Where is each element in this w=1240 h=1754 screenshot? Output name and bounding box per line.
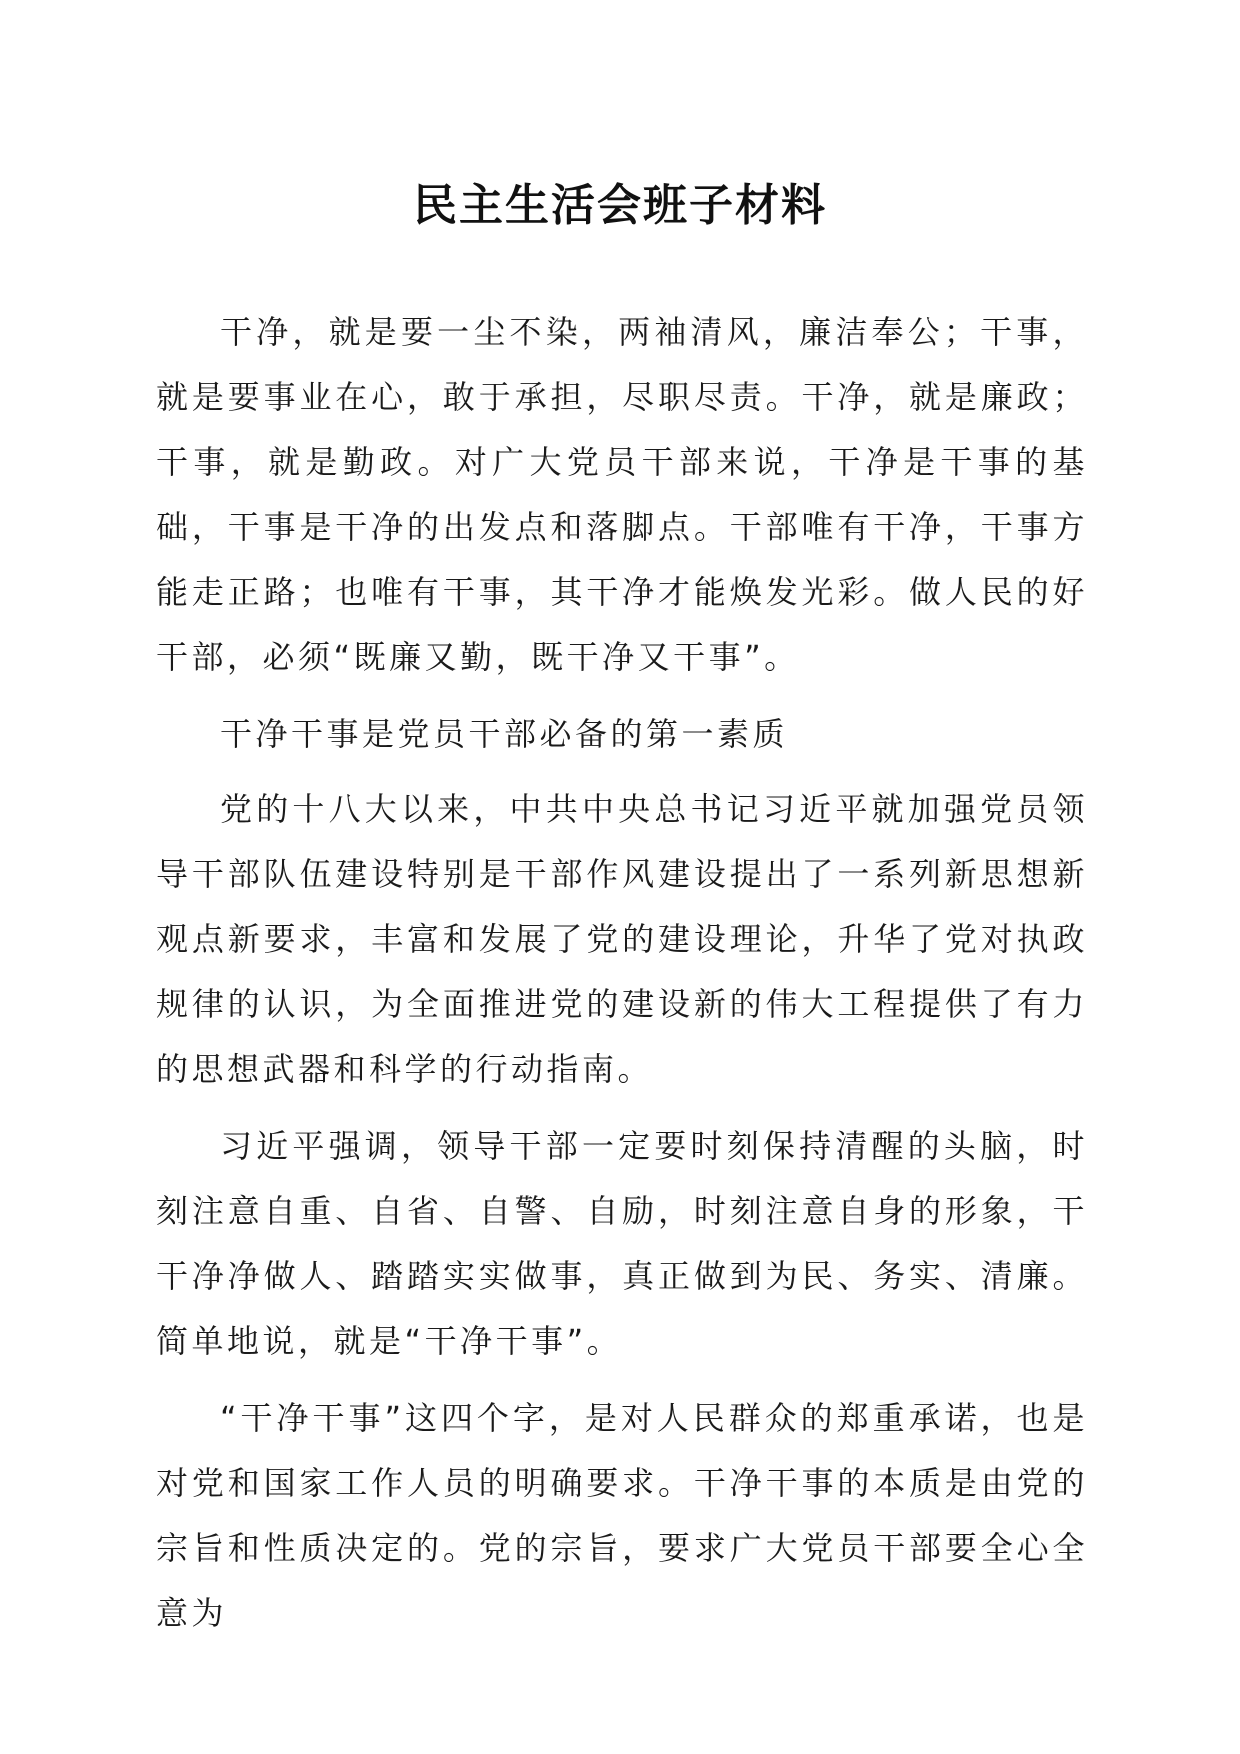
document-body — [156, 300, 1088, 1646]
paragraph-four-characters: “干净干事”这四个字，是对人民群众的郑重承诺，也是对党和国家工作人员的明确要求。干净干事的本质是由党的宗旨和性质决定的。党的宗旨，要求广大党员干部要全心全意为 — [156, 1399, 1088, 1632]
paragraph-party-congress: 党的十八大以来，中共中央总书记习近平就加强党员领导干部队伍建设特别是干部作风建设提出了一系列新思想新观点新要求，丰富和发展了党的建设理论，升华了党对执政规律的认识，为全面推进党的建设新的伟大工程提供了有力的思想武器和科学的行动指南。 — [156, 790, 1088, 1088]
document-title: 民主生活会班子材料 — [413, 180, 827, 231]
paragraph-subheading: 干净干事是党员干部必备的第一素质 — [220, 715, 789, 753]
paragraph-intro: 干净，就是要一尘不染，两袖清风，廉洁奉公；干事，就是要事业在心，敢于承担，尽职尽责。干净，就是廉政；干事，就是勤政。对广大党员干部来说，干净是干事的基础，干事是干净的出发点和落脚点。干部唯有干净，干事方能走正路；也唯有干事，其干净才能焕发光彩。做人民的好干部，必须“既廉又勤，既干净又干事”。 — [156, 313, 1088, 676]
paragraph-xi-emphasis: 习近平强调，领导干部一定要时刻保持清醒的头脑，时刻注意自重、自省、自警、自励，时刻注意自身的形象，干干净净做人、踏踏实实做事，真正做到为民、务实、清廉。简单地说，就是“干净干事”。 — [156, 1127, 1088, 1360]
